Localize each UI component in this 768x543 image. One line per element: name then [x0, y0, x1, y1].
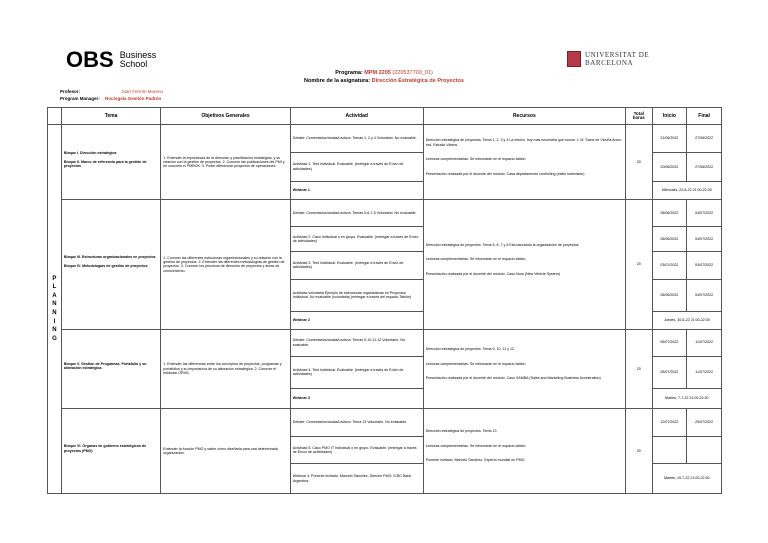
col-total-horas: Total horas: [626, 108, 653, 125]
actividad-cell: Debate: Comentarios/dudas/Lectura: Temas 9-10-11-12 Voluntario. No evaluable.: [290, 329, 423, 356]
recurso-text: Lecturas complementarias: Se informarán en el espacio tablón.: [425, 257, 527, 262]
asignatura-line: [0, 78, 768, 84]
table-row: [48, 329, 722, 356]
final-cell: [687, 437, 722, 464]
obs-logo-wordmark: OBS: [66, 47, 114, 72]
tema-text: Bloque V. Gestión de Programas, Portafolio y su alineación estratégica.: [63, 361, 147, 371]
actividad-cell: Actividad 5. Caso PMO IT Individual o en grupo. Evaluable. (entregar a través de Envío de actividades): [290, 437, 423, 464]
planning-letter: P: [52, 275, 57, 282]
inicio-cell: 12/07/2022: [652, 409, 687, 437]
objetivos-cell: 1. Entender la importancia de la dirección y planificación estratégica, y su relación con la gestión de proyectos. 2. Conocer las publicaciones del PMI y en concreto el PMBOK. 3. Poder diferenciar proyectos de operaciones.: [161, 125, 290, 200]
recurso-text: Lecturas complementarias: Se informarán en el espacio tablón.: [425, 157, 527, 162]
final-cell: 25/07/2022: [687, 409, 722, 437]
corner-cell: [48, 108, 62, 125]
inicio-cell: 28/06/2022: [652, 279, 687, 311]
recurso-text: Presentación realizada por el docente del módulo. Caso SAMBA (Sales and Marketing Business Acceleration): [425, 376, 601, 381]
recurso-text: Dirección estratégica de proyectos. Tema 1, 2, 3 y 4 La misión, hoy más necesaria que nunca. J. M. Sainz de Vicuña Ancín. Incl. Estudio Videos: [425, 138, 623, 147]
manager-line: [60, 96, 161, 101]
final-cell: 04/07/2022: [687, 279, 722, 311]
final-cell: 11/07/2022: [687, 329, 722, 356]
tema-text: Bloque III. Estructuras organizacionales en proyectos: [63, 255, 156, 260]
actividad-cell: Actividad 3. Test Individual. Evaluable. (entregar a través de Envío de actividades): [290, 251, 423, 279]
recurso-text: Lecturas complementarias: Se informarán en el espacio tablón.: [425, 443, 527, 448]
programa-line: [0, 70, 768, 76]
obs-logo-subtitle: [120, 51, 157, 69]
tema-text: Bloque IV. Metodologías de gestión de proyectos: [63, 264, 148, 269]
actividad-cell: Actividad 2. Caso Individual o en grupo. Evaluable. (entregar a través de Envío de actividades): [290, 227, 423, 251]
programa-value: MPM 2205: [364, 70, 391, 76]
col-inicio: Inicio: [652, 108, 687, 125]
total-horas-cell: 20: [626, 200, 653, 329]
inicio-cell: 28/06/2022: [652, 227, 687, 251]
manager-value: Rocíogela Gestión Padrón: [105, 96, 162, 101]
programa-code: (220537700_01): [392, 70, 433, 76]
tema-text: Bloque VI. Órganos de gobierno estratégicos de proyectos (PMO): [63, 444, 147, 453]
profesor-line: [60, 89, 163, 94]
recurso-text: Dirección estratégica de proyectos. Tema 5, 6, 7 y 8 Estructurando la organización de proyectos.: [425, 242, 580, 247]
obs-logo-line1: Business: [119, 50, 157, 60]
inicio-cell: [652, 437, 687, 464]
inicio-cell: 03/07/2022: [652, 251, 687, 279]
final-cell: 27/06/2022: [687, 125, 722, 153]
recurso-text: Dirección estratégica de proyectos. Tema 13: [425, 429, 497, 434]
actividad-cell: Actividad voluntaria Ejemplo de estructuras organizativas en Proyectos Individual. No evaluable (voluntaria) (entregar a través del espacio Tablón): [290, 279, 423, 311]
tema-cell: [61, 409, 160, 494]
col-tema: Tema: [61, 108, 160, 125]
table-row: [48, 409, 722, 437]
actividad-cell: Webinar 2: [290, 312, 423, 330]
col-objetivos: Objetivos Generales: [161, 108, 290, 125]
actividad-cell: Actividad 1. Test Individual. Evaluable. (entregar a través de Envío de actividades): [290, 153, 423, 181]
actividad-cell: Webinar 1: [290, 181, 423, 200]
tema-cell: [61, 125, 160, 200]
actividad-cell: Debate: Comentarios/dudas/Lectura: Tema 13 Voluntario. No evaluable.: [290, 409, 423, 437]
planning-vertical-label: [48, 125, 62, 494]
ub-seal-icon: [567, 51, 581, 67]
planning-letter: L: [52, 284, 57, 291]
inicio-cell: Miércoles, 22-6-22 21:00-22:30: [652, 181, 721, 200]
final-cell: 04/07/2022: [687, 227, 722, 251]
recurso-text: Dirección estratégica de proyectos. Tema 9, 10, 11 y 12: [425, 347, 515, 352]
ub-logo-line1: UNIVERSITAT DE: [585, 51, 650, 59]
recursos-cell: [423, 409, 625, 494]
inicio-cell: Martes, 19-7-22 21:00-22:30: [652, 464, 721, 494]
inicio-cell: 21/06/2022: [652, 125, 687, 153]
planning-letter: I: [53, 318, 56, 325]
actividad-cell: Debate: Comentarios/dudas/Lectura: Temas 1, 2 y 4 Voluntario. No evaluable.: [290, 125, 423, 153]
actividad-cell: Webinar 4. Ponente invitado. Marcelo Sánchez, Director PMO. ICBC Bank Argentina.: [290, 464, 423, 494]
objetivos-cell: 1. Conocer las diferentes estructuras organizacionales y su relación con la gestión de proyectos. 2. Entender las diferentes metodologías de gestión de proyectos. 3. Conocer los procesos de dirección de proyectos y áreas de conocimiento.: [161, 200, 290, 329]
planning-letter: A: [52, 292, 57, 299]
inicio-cell: 05/07/2022: [652, 356, 687, 388]
total-horas-cell: 20: [626, 125, 653, 200]
inicio-cell: 20/06/2022: [652, 153, 687, 181]
actividad-cell: Debate: Comentarios/dudas/Lectura: Temas 5-6-7-8 Voluntario. No evaluable.: [290, 200, 423, 227]
col-final: Final: [687, 108, 722, 125]
recurso-text: Presentación realizada por el docente del módulo. Caso Nora (New Vehicle System): [425, 271, 560, 276]
recursos-cell: [423, 329, 625, 408]
obs-logo: [66, 48, 156, 72]
recursos-cell: [423, 200, 625, 329]
final-cell: 04/07/2022: [687, 251, 722, 279]
asignatura-value: Dirección Estratégica de Proyectos: [371, 78, 464, 84]
planning-letter: N: [52, 301, 57, 308]
final-cell: 11/07/2022: [687, 356, 722, 388]
ub-logo-line2: BARCELONA: [585, 59, 634, 67]
obs-logo-line2: School: [119, 59, 148, 69]
recurso-text: Ponente invitado: Marcelo Sánchez. Experto mundial en PMO: [425, 458, 525, 463]
manager-label: Program Manager:: [60, 96, 100, 101]
table-row: [48, 200, 722, 227]
inicio-cell: 28/06/2022: [652, 200, 687, 227]
tema-text: Bloque I. Dirección estratégica: [63, 150, 117, 155]
planning-letter: G: [52, 335, 57, 342]
ub-logo: [567, 51, 649, 67]
inicio-cell: 05/07/2022: [652, 329, 687, 356]
planning-letter: N: [52, 327, 57, 334]
asignatura-label: Nombre de la asignatura:: [304, 78, 371, 84]
total-horas-cell: 20: [626, 409, 653, 494]
table-header-row: [48, 108, 722, 125]
objetivos-cell: 1. Entender las diferencias entre los conceptos de proyectos, programas y portafolios y su importancia de su alineación estratégica. 2. Conocer el estándar OPM3.: [161, 329, 290, 408]
programa-label: Programa:: [335, 70, 363, 76]
final-cell: 27/06/2022: [687, 153, 722, 181]
col-actividad: Actividad: [290, 108, 423, 125]
inicio-cell: Martes, 7-7-22 21:00-22:30: [652, 388, 721, 408]
profesor-label: Profesor:: [60, 89, 81, 94]
col-recursos: Recursos: [423, 108, 625, 125]
objetivos-cell: Entender la función PMO y saber cómo diseñarla para una determinada organización.: [161, 409, 290, 494]
tema-cell: [61, 200, 160, 329]
recursos-cell: [423, 125, 625, 200]
recurso-text: Lecturas complementarias: Se informarán en el espacio tablón.: [425, 361, 527, 366]
profesor-value: Juan Fermín Moreno: [121, 89, 164, 94]
table-row: [48, 125, 722, 153]
final-cell: 04/07/2022: [687, 200, 722, 227]
planning-letter: N: [52, 310, 57, 316]
tema-cell: [61, 329, 160, 408]
recurso-text: Presentación realizada por el docente del módulo. Casa departamento controlling (estilo submisión): [425, 171, 585, 176]
tema-text: Bloque II. Marco de referencia para la gestión de proyectos: [63, 159, 147, 169]
actividad-cell: Actividad 4. Test Individual. Evaluable. (entregar a través de Envío de actividades): [290, 356, 423, 388]
inicio-cell: Jueves, 30-6-22 21:00-22:30: [652, 312, 721, 330]
actividad-cell: Webinar 3: [290, 388, 423, 408]
planning-table: [47, 107, 722, 494]
total-horas-cell: 20: [626, 329, 653, 408]
